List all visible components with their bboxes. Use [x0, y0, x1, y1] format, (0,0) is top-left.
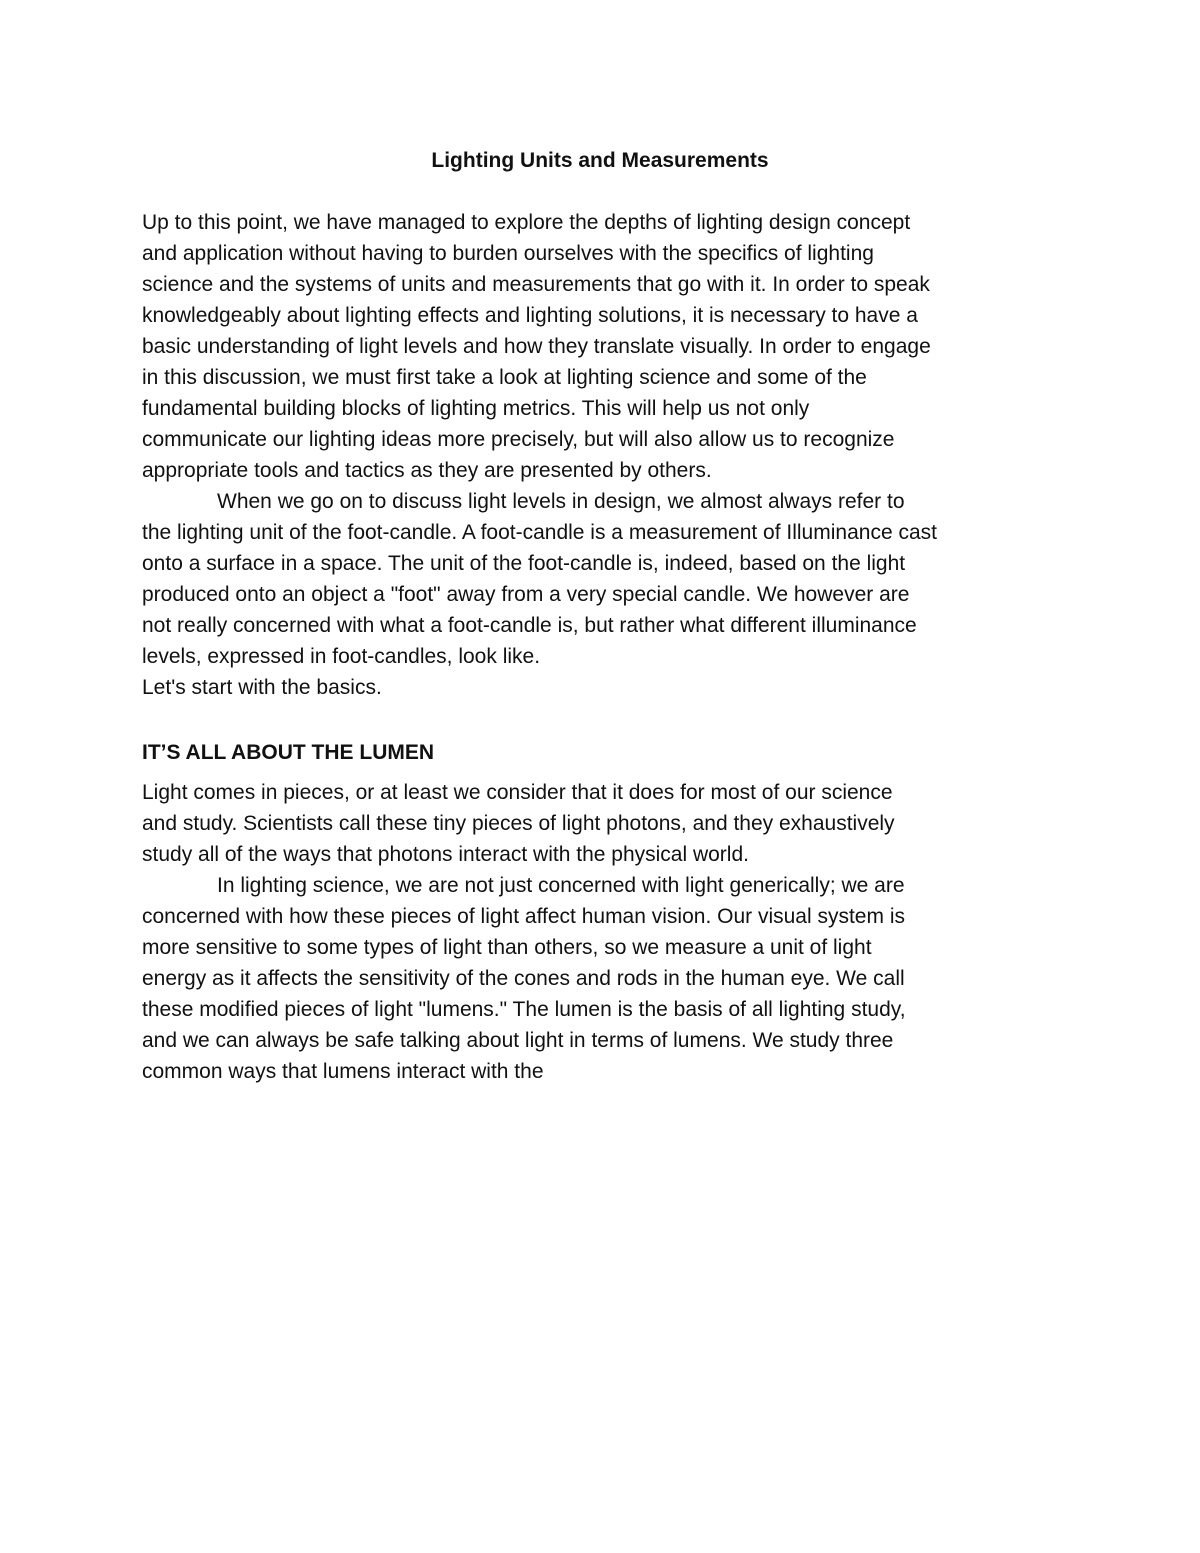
document-title: Lighting Units and Measurements: [431, 149, 769, 172]
paragraph-line: Let's start with the basics.: [142, 676, 382, 699]
paragraph-line: levels, expressed in foot-candles, look like.: [142, 645, 541, 668]
paragraph-line: produced onto an object a "foot" away from a very special candle. We however are: [142, 583, 910, 606]
paragraph-line: more sensitive to some types of light than others, so we measure a unit of light: [142, 936, 872, 959]
paragraph-line: in this discussion, we must first take a look at lighting science and some of the: [142, 366, 867, 389]
paragraph-line-indented: When we go on to discuss light levels in design, we almost always refer to: [217, 490, 905, 513]
paragraph-line: the lighting unit of the foot-candle. A foot-candle is a measurement of Illuminance cast: [142, 521, 937, 544]
section-heading: IT’S ALL ABOUT THE LUMEN: [142, 741, 435, 764]
paragraph-line: Up to this point, we have managed to explore the depths of lighting design concept: [142, 211, 911, 234]
paragraph-line: energy as it affects the sensitivity of the cones and rods in the human eye. We call: [142, 967, 905, 990]
paragraph-line: study all of the ways that photons interact with the physical world.: [142, 843, 749, 866]
paragraph-line: and application without having to burden ourselves with the specifics of lighting: [142, 242, 874, 265]
paragraph-line: fundamental building blocks of lighting metrics. This will help us not only: [142, 397, 810, 420]
paragraph-line: onto a surface in a space. The unit of the foot-candle is, indeed, based on the light: [142, 552, 906, 575]
paragraph-line-indented: In lighting science, we are not just concerned with light generically; we are: [217, 874, 905, 897]
paragraph-line: and we can always be safe talking about light in terms of lumens. We study three: [142, 1029, 894, 1052]
paragraph-line: and study. Scientists call these tiny pieces of light photons, and they exhaustively: [142, 812, 895, 835]
paragraph-line: concerned with how these pieces of light affect human vision. Our visual system is: [142, 905, 905, 928]
paragraph-line: knowledgeably about lighting effects and lighting solutions, it is necessary to have a: [142, 304, 918, 327]
paragraph-line: Light comes in pieces, or at least we consider that it does for most of our science: [142, 781, 893, 804]
paragraph-line: common ways that lumens interact with the: [142, 1060, 544, 1083]
paragraph-line: not really concerned with what a foot-candle is, but rather what different illuminance: [142, 614, 917, 637]
paragraph-line: appropriate tools and tactics as they are presented by others.: [142, 459, 712, 482]
paragraph-line: these modified pieces of light "lumens." The lumen is the basis of all lighting study,: [142, 998, 906, 1021]
paragraph-line: science and the systems of units and measurements that go with it. In order to speak: [142, 273, 930, 296]
paragraph-line: communicate our lighting ideas more precisely, but will also allow us to recognize: [142, 428, 895, 451]
paragraph-line: basic understanding of light levels and how they translate visually. In order to engage: [142, 335, 931, 358]
